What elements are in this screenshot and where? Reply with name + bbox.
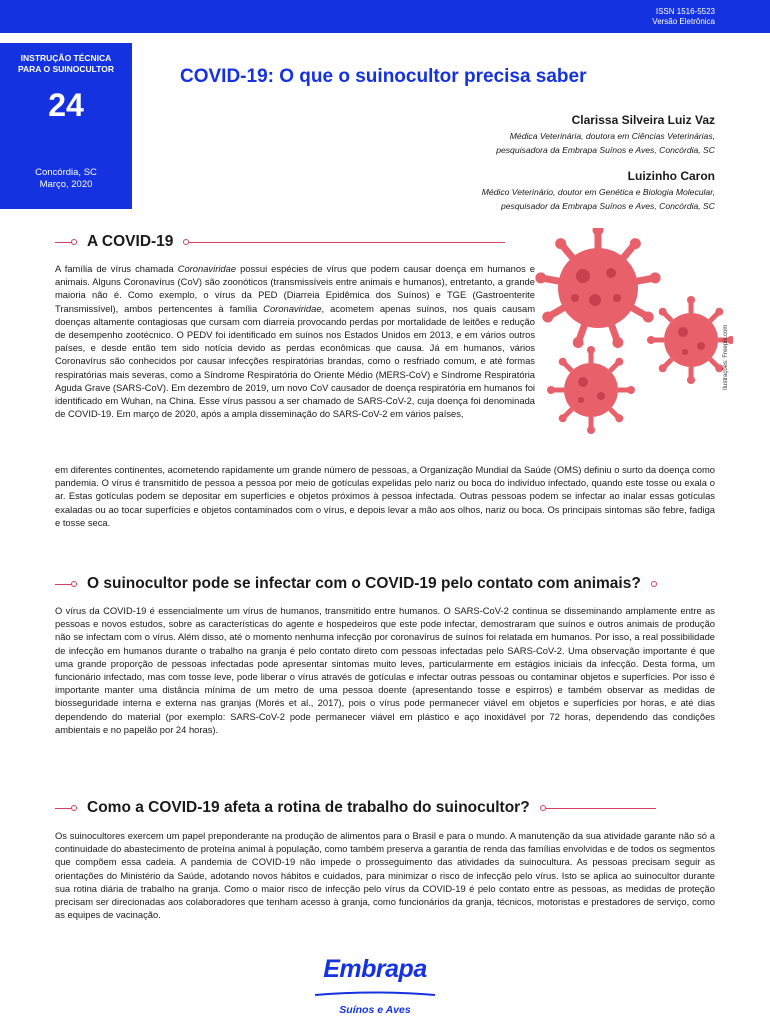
affiliation-line: pesquisadora da Embrapa Suínos e Aves, Concórdia, SC <box>496 145 715 155</box>
virus-large <box>535 228 661 349</box>
section-heading-covid <box>55 233 505 251</box>
author-affiliation-2 <box>295 185 715 213</box>
issn-number: ISSN 1516-5523 <box>655 7 715 16</box>
italic-term: Coronaviridae <box>263 302 322 314</box>
series-sidebox <box>0 43 132 209</box>
illustration-credit: Ilustrações: Freepik.com <box>723 324 729 390</box>
author-name-2: Luizinho Caron <box>627 169 715 183</box>
heading-dot <box>71 581 77 587</box>
affiliation-line: Médico Veterinário, doutor em Genética e Biologia Molecular, <box>481 187 715 197</box>
logo-wordmark: Embrapa <box>323 955 427 983</box>
document-title: COVID-19: O que o suinocultor precisa saber <box>180 66 587 87</box>
embrapa-logo <box>290 955 460 1015</box>
text-run: , acometem apenas suínos, nos quais causam doenças altamente contagiosas que cursam com diarreia provocando perdas por mortalidade de leitões e redução de desempenho zootécnico. O PEDV foi identificado em suínos nos Estados Unidos em 2013, e em vários outros países, e desde então tem sido notícia devido as perdas econômicas que causa. Já em humanos, vários Coronavírus são conhecidos por causar infecções respiratórias brandas, como o resfriado comum, e até formas respiratórias mais severas, como a Síndrome Respiratória do Oriente Médio (MERS-CoV) e Síndrome Respiratória Aguda Grave (SARS-CoV). Em dezembro de 2019, um novo CoV causador de doença respiratória em humanos foi identificado em Wuhan, na China. Esse vírus passou a ser chamado de SARS-CoV-2, cuja doença foi denominada de COVID-19. Em março de 2020, após a ampla disseminação do SARS-CoV-2 em vários países, <box>55 302 536 420</box>
section-routine-paragraph: Os suinocultores exercem um papel preponderante na produção de alimentos para o Brasil e para o mundo. A manutenção da sua atividade garante não só a continuidade do abastecimento de proteína animal à população, como também preserva a garantia de renda das famílias envolvidas e de todos os segmentos que compõem essa cadeia. A pandemia de COVID-19 não impede o prosseguimento das atividades da suinocultura. As pessoas precisam seguir as orientações do Ministério da Saúde, adotando novos hábitos e cuidados, para minimizar o risco de infecção pelo vírus. Isto se aplica ao suinocultor durante sua rotina diária de trabalho na granja. Como o maior risco de infecção pelo vírus da COVID-19 é pelo contato entre as pessoas, as medidas de proteção precisam ser direcionadas aos colaboradores que tenham acesso à granja, como funcionários da granja, técnicos, motoristas e prestadores de serviço, como as equipes de vacinação. <box>55 830 715 921</box>
coronavirus-illustration <box>533 228 733 443</box>
affiliation-line: pesquisador da Embrapa Suínos e Aves, Concórdia, SC <box>500 201 715 211</box>
heading-dot <box>71 805 77 811</box>
text-run: A família de vírus chamada <box>55 263 178 274</box>
series-name <box>0 53 132 75</box>
section-covid-paragraph-2: em diferentes continentes, acometendo rapidamente um grande número de pessoas, a Organização Mundial da Saúde (OMS) definiu o surto da doença como pandemia. O vírus é transmitido de pessoa a pessoa por meio de gotículas expelidas pelo nariz ou boca do indivíduo infectado, quando este tosse ou exala o ar. Estas gotículas podem se depositar em superfícies e objetos próximos à pessoa infectada. Outras pessoas podem se infectar ao inalar essas gotículas exaladas ou ao tocar superfícies e objetos contaminados com o vírus, e depois levar a mão aos olhos, nariz ou boca. Os principais sintomas são febre, fadiga e tosse seca. <box>55 464 715 528</box>
place-date <box>0 167 132 191</box>
issue-number: 24 <box>48 87 84 123</box>
heading-rule <box>546 808 656 809</box>
author-affiliation-1 <box>295 129 715 157</box>
heading-rule <box>55 808 71 809</box>
coronavirus-icon <box>533 228 733 443</box>
virus-bottom <box>547 346 635 434</box>
top-banner <box>0 0 770 33</box>
series-line-2: PARA O SUINOCULTOR <box>17 64 115 74</box>
virus-right <box>647 296 733 384</box>
heading-dot <box>651 581 657 587</box>
heading-rule <box>55 242 71 243</box>
series-line-1: INSTRUÇÃO TÉCNICA <box>20 53 112 63</box>
heading-rule <box>189 242 505 243</box>
heading-rule <box>55 584 71 585</box>
section-covid-paragraph-1 <box>55 262 535 420</box>
author-name-1: Clarissa Silveira Luiz Vaz <box>571 113 715 127</box>
date: Março, 2020 <box>39 179 93 190</box>
logo-unit: Suínos e Aves <box>339 1004 411 1016</box>
section-heading-contact <box>55 575 657 593</box>
italic-term: Coronaviridae <box>177 263 237 274</box>
section-title: A COVID-19 <box>87 233 174 250</box>
edition-label: Versão Eletrônica <box>652 17 715 26</box>
section-heading-routine <box>55 799 656 817</box>
affiliation-line: Médica Veterinária, doutora em Ciências Veterinárias, <box>509 131 715 141</box>
section-title: Como a COVID-19 afeta a rotina de trabalho do suinocultor? <box>87 799 530 816</box>
section-contact-paragraph: O vírus da COVID-19 é essencialmente um vírus de humanos, transmitido entre humanos. O SARS-CoV-2 continua se disseminando amplamente entre as pessoas e novos estudos, sobre as características do agente e hospedeiros que este pode infectar, demostraram que suínos e outros animais de produção não se infectam com o vírus. Além disso, até o momento nenhuma infecção por coronavírus de suínos foi relatada em humanos. Por isso, a real possibilidade de infecção em humanos durante o trabalho na granja é pelo contato direto com pessoas infectadas pelo SARS-CoV-2. Uma observação importante é que uma grande proporção de pessoas infectadas pode apresentar sintomas muito leves, particularmente em estágios iniciais da infecção. Desta forma, um funcionário infectado, mas com tosse leve, pode liberar o vírus através de gotículas e infectar outras pessoas ou contaminar objetos e superfícies. Por isso é importante manter uma distância mínima de um metro de uma pessoa doente (apresentando tosse e espirros) e também observar as medidas de biosseguridade interna e externa nas granjas (Morés et al., 2017), pois o vírus pode permanecer viável em objetos e superfícies por horas, e até dias dependendo do material (por exemplo: SARS-CoV-2 pode permanecer viável em plástico e aço inoxidável por 72 horas, dependendo das condições ambientais e no papelão por 24 horas). <box>55 605 715 735</box>
heading-dot <box>71 239 77 245</box>
issn-block <box>652 7 715 27</box>
logo-underline-icon <box>315 991 435 997</box>
text-run: possui espécies de vírus que podem causar doença em humanos e animais. Alguns Coronavírus (CoV) são zoonóticos (transmissíveis entre animais e humanos), entretanto, a grande maioria não é. Como exemplo, o vírus da PED (Diarreia Epidêmica dos Suínos) e TGE (Gastroenterite Transmissível), ambos pertencentes à família <box>55 263 535 314</box>
section-title: O suinocultor pode se infectar com o COVID-19 pelo contato com animais? <box>87 575 641 592</box>
place: Concórdia, SC <box>35 167 97 178</box>
